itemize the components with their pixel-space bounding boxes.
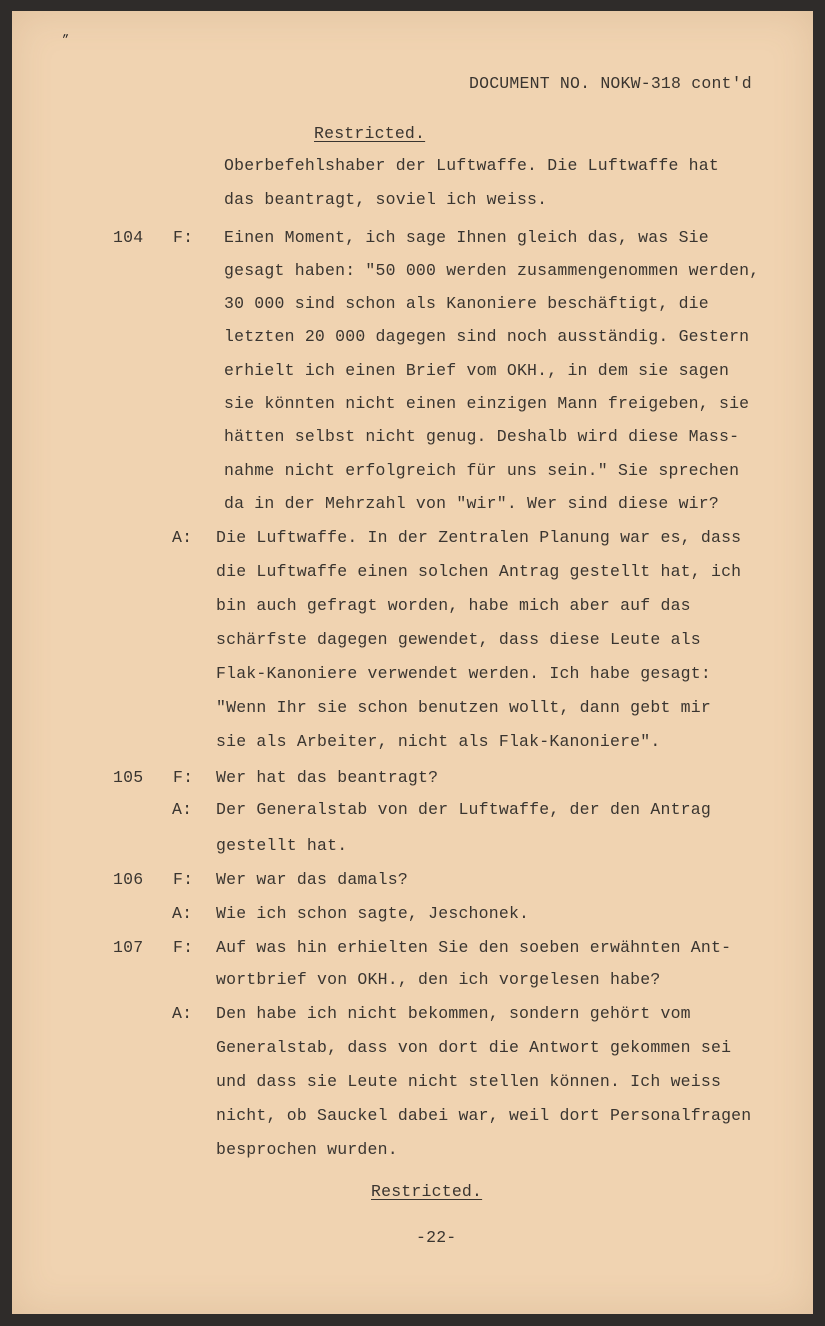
transcript-line: das beantragt, soviel ich weiss.: [224, 190, 548, 209]
page-number: -22-: [416, 1228, 457, 1247]
corner-mark: „: [62, 26, 70, 40]
transcript-line: und dass sie Leute nicht stellen können. Ich weiss: [216, 1072, 722, 1091]
transcript-line: schärfste dagegen gewendet, dass diese Leute als: [216, 630, 701, 649]
transcript-line: hätten selbst nicht genug. Deshalb wird diese Mass-: [224, 427, 740, 446]
transcript-line: gesagt haben: "50 000 werden zusammengenommen werden,: [224, 261, 760, 280]
speaker-label: F:: [173, 228, 194, 247]
transcript-line: nahme nicht erfolgreich für uns sein." Sie sprechen: [224, 461, 740, 480]
speaker-label: A:: [172, 528, 193, 547]
speaker-label: A:: [172, 1004, 193, 1023]
transcript-line: Wer war das damals?: [216, 870, 408, 889]
speaker-label: F:: [173, 768, 194, 787]
restricted-heading: Restricted.: [314, 124, 426, 143]
speaker-label: A:: [172, 800, 193, 819]
restricted-footer: Restricted.: [371, 1182, 483, 1201]
transcript-line: Wer hat das beantragt?: [216, 768, 439, 787]
transcript-line: Der Generalstab von der Luftwaffe, der den Antrag: [216, 800, 711, 819]
question-number: 104: [113, 228, 144, 247]
transcript-line: besprochen wurden.: [216, 1140, 398, 1159]
transcript-line: Einen Moment, ich sage Ihnen gleich das, was Sie: [224, 228, 709, 247]
transcript-line: wortbrief von OKH., den ich vorgelesen habe?: [216, 970, 661, 989]
transcript-line: "Wenn Ihr sie schon benutzen wollt, dann gebt mir: [216, 698, 711, 717]
transcript-line: erhielt ich einen Brief vom OKH., in dem sie sagen: [224, 361, 730, 380]
transcript-line: Den habe ich nicht bekommen, sondern gehört vom: [216, 1004, 691, 1023]
transcript-line: letzten 20 000 dagegen sind noch ausständig. Gestern: [224, 327, 750, 346]
transcript-line: bin auch gefragt worden, habe mich aber auf das: [216, 596, 691, 615]
transcript-line: Flak-Kanoniere verwendet werden. Ich habe gesagt:: [216, 664, 711, 683]
transcript-line: Oberbefehlshaber der Luftwaffe. Die Luftwaffe hat: [224, 156, 719, 175]
transcript-line: nicht, ob Sauckel dabei war, weil dort Personalfragen: [216, 1106, 752, 1125]
transcript-line: da in der Mehrzahl von "wir". Wer sind diese wir?: [224, 494, 719, 513]
question-number: 105: [113, 768, 144, 787]
transcript-line: gestellt hat.: [216, 836, 348, 855]
transcript-line: Wie ich schon sagte, Jeschonek.: [216, 904, 530, 923]
document-reference: DOCUMENT NO. NOKW-318 cont'd: [469, 74, 752, 93]
speaker-label: A:: [172, 904, 193, 923]
speaker-label: F:: [173, 870, 194, 889]
transcript-line: 30 000 sind schon als Kanoniere beschäftigt, die: [224, 294, 709, 313]
question-number: 106: [113, 870, 144, 889]
question-number: 107: [113, 938, 144, 957]
transcript-line: sie könnten nicht einen einzigen Mann freigeben, sie: [224, 394, 750, 413]
transcript-line: Auf was hin erhielten Sie den soeben erwähnten Ant-: [216, 938, 732, 957]
transcript-line: die Luftwaffe einen solchen Antrag gestellt hat, ich: [216, 562, 742, 581]
transcript-line: Generalstab, dass von dort die Antwort gekommen sei: [216, 1038, 732, 1057]
speaker-label: F:: [173, 938, 194, 957]
transcript-line: sie als Arbeiter, nicht als Flak-Kanoniere".: [216, 732, 661, 751]
transcript-line: Die Luftwaffe. In der Zentralen Planung war es, dass: [216, 528, 742, 547]
